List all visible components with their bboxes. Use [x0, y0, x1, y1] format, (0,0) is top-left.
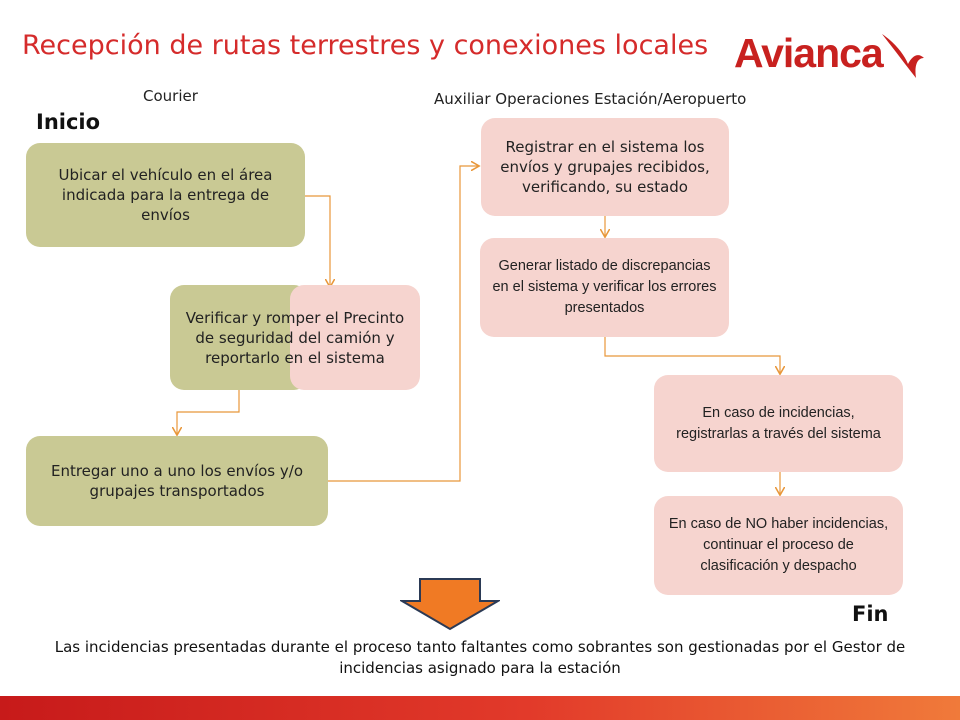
start-label: Inicio	[36, 110, 101, 134]
step-generar-listado: Generar listado de discrepancias en el sistema y verificar los errores presentados	[480, 238, 729, 337]
connector-generar-incidencias	[605, 337, 780, 373]
footer-bar	[0, 696, 960, 720]
step-verificar-precinto: Verificar y romper el Precinto de seguridad del camión y reportarlo en el sistema	[185, 308, 405, 367]
step-registrar-incidencias: En caso de incidencias, registrarlas a través del sistema	[654, 375, 903, 472]
down-arrow-icon	[400, 577, 500, 631]
avianca-logo: Avianca	[734, 30, 883, 76]
step-verificar-group	[170, 285, 420, 390]
step-ubicar-vehiculo: Ubicar el vehículo en el área indicada para la entrega de envíos	[26, 143, 305, 247]
connector-verificar-entregar	[177, 390, 239, 434]
incidencias-note: Las incidencias presentadas durante el proceso tanto faltantes como sobrantes son gestionadas por el Gestor de incidencias asignado para la estación	[54, 638, 906, 677]
page-title: Recepción de rutas terrestres y conexiones locales	[22, 30, 709, 61]
step-entregar-envios: Entregar uno a uno los envíos y/o grupajes transportados	[26, 436, 328, 526]
lane-courier: Courier	[143, 87, 198, 105]
step-registrar-sistema: Registrar en el sistema los envíos y grupajes recibidos, verificando, su estado	[481, 118, 729, 216]
lane-auxiliar: Auxiliar Operaciones Estación/Aeropuerto	[434, 90, 747, 108]
connector-ubicar-verificar	[305, 196, 330, 286]
end-label: Fin	[852, 602, 889, 626]
step-sin-incidencias: En caso de NO haber incidencias, continuar el proceso de clasificación y despacho	[654, 496, 903, 595]
